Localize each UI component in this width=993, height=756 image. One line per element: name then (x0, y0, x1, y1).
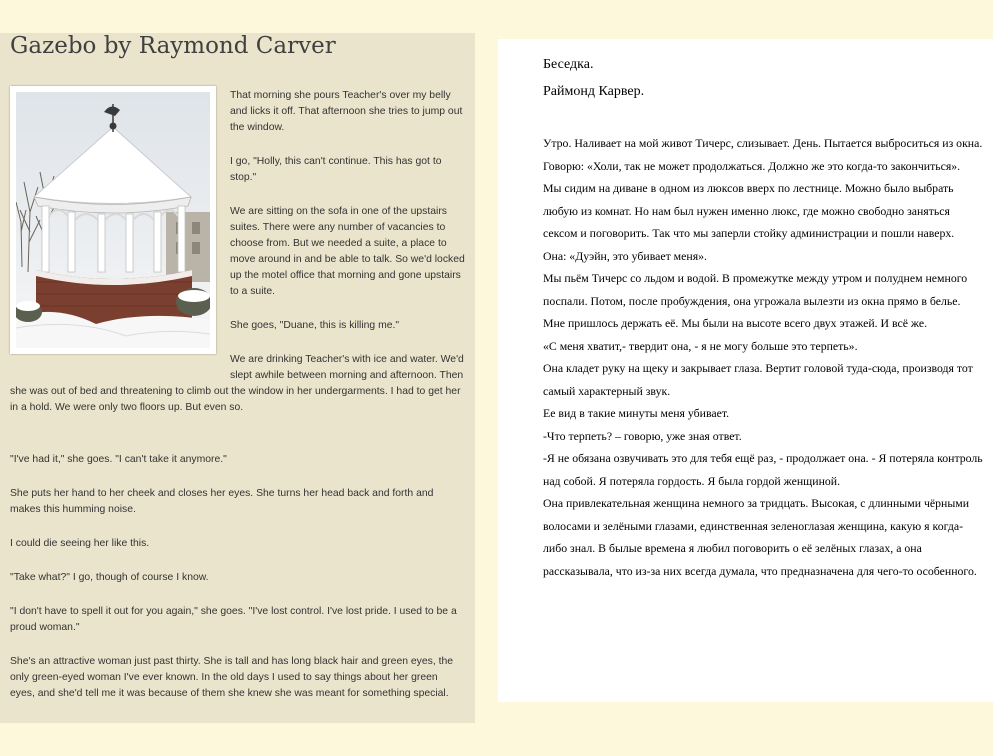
story-paragraph: She puts her hand to her cheek and closes her eyes. She turns her head back and forth and makes this humming noise. (10, 488, 434, 515)
translation-line: Говорю: «Холи, так не может продолжаться. Должно же это когда-то закончиться». (543, 158, 961, 173)
english-story-text (10, 88, 465, 720)
story-paragraph: I could die seeing her like this. (10, 538, 150, 549)
translation-line: Она кладет руку на щеку и закрывает глаза. Вертит головой туда-сюда, производя тот самый характерный звук. (543, 361, 973, 398)
story-title: Gazebo by Raymond Carver (10, 33, 336, 59)
story-paragraph: "I don't have to spell it out for you again," she goes. "I've lost control. I've lost pride. I used to be a proud woman." (10, 606, 457, 633)
story-paragraph: "I've had it," she goes. "I can't take it anymore." (10, 454, 227, 465)
story-paragraph: We are drinking Teacher's with ice and water. We'd slept awhile between morning and afternoon. Then she was out of bed and threatening to climb out the window in her undergarments. I had to get her in a hold. We were only two floors up. But even so. (10, 354, 464, 413)
story-paragraph: "Take what?" I go, though of course I know. (10, 572, 209, 583)
story-paragraph: We are sitting on the sofa in one of the upstairs suites. There were any number of vacancies to choose from. But we needed a suite, a place to move around in and be able to talk. So we'd locked up the motel office that morning and gone upstairs to a suite. (230, 206, 465, 297)
translation-line: Мы сидим на диване в одном из люксов вверх по лестнице. Можно было выбрать любую из комнат. Но нам был нужен именно люкс, где можно свободно заняться сексом и поговорить. Так что мы заперли стойку администрации и пошли наверх. (543, 181, 955, 240)
translation-line: Ее вид в такие минуты меня убивает. (543, 406, 730, 420)
translation-line: «С меня хватит,- твердит она, - я не могу больше это терпеть». (543, 338, 858, 353)
title-gap (543, 105, 983, 132)
russian-translation-panel (498, 39, 993, 702)
russian-translation-text (543, 51, 983, 582)
translation-author: Раймонд Карвер. (543, 84, 645, 99)
story-paragraph: I go, "Holly, this can't continue. This has got to stop." (230, 156, 442, 183)
photo-spacer (10, 88, 230, 378)
translation-line: -Что терпеть? – говорю, уже зная ответ. (543, 428, 742, 443)
translation-line: Она привлекательная женщина немного за тридцать. Высокая, с длинными чёрными волосами и зелёными глазами, единственная зеленоглазая женщина, какую я когда-либо знал. В былые времена я любил поговорить о её зелёных глазах, а она рассказывала, что из-за них всегда думала, что предназначена для чего-то особенного. (543, 496, 977, 578)
translation-line: -Я не обязана озвучивать это для тебя ещё раз, - продолжает она. - Я потеряла контроль над собой. Я потеряла гордость. Я была гордой женщиной. (543, 451, 983, 488)
translation-line: Утро. Наливает на мой живот Тичерс, слизывает. День. Пытается выброситься из окна. (543, 136, 983, 150)
translation-line: Она: «Дуэйн, это убивает меня». (543, 248, 707, 263)
story-paragraph: That morning she pours Teacher's over my belly and licks it off. That afternoon she tries to jump out the window. (230, 90, 463, 133)
translation-line: Мы пьём Тичерс со льдом и водой. В промежутке между утром и полуднем немного поспали. Потом, после пробуждения, она угрожала вылезти из окна прямо в белье. Мне пришлось держать её. Мы были на высоте всего двух этажей. И всё же. (543, 271, 968, 330)
english-story-panel (0, 33, 475, 723)
story-paragraph: She goes, "Duane, this is killing me." (230, 320, 400, 331)
translation-title: Беседка. (543, 57, 594, 72)
story-paragraph: She's an attractive woman just past thirty. She is tall and has long black hair and green eyes, the only green-eyed woman I've ever known. In the old days I used to say things about her green eyes, and she'd tell me it was because of them she knew she was meant for something special. (10, 656, 454, 699)
